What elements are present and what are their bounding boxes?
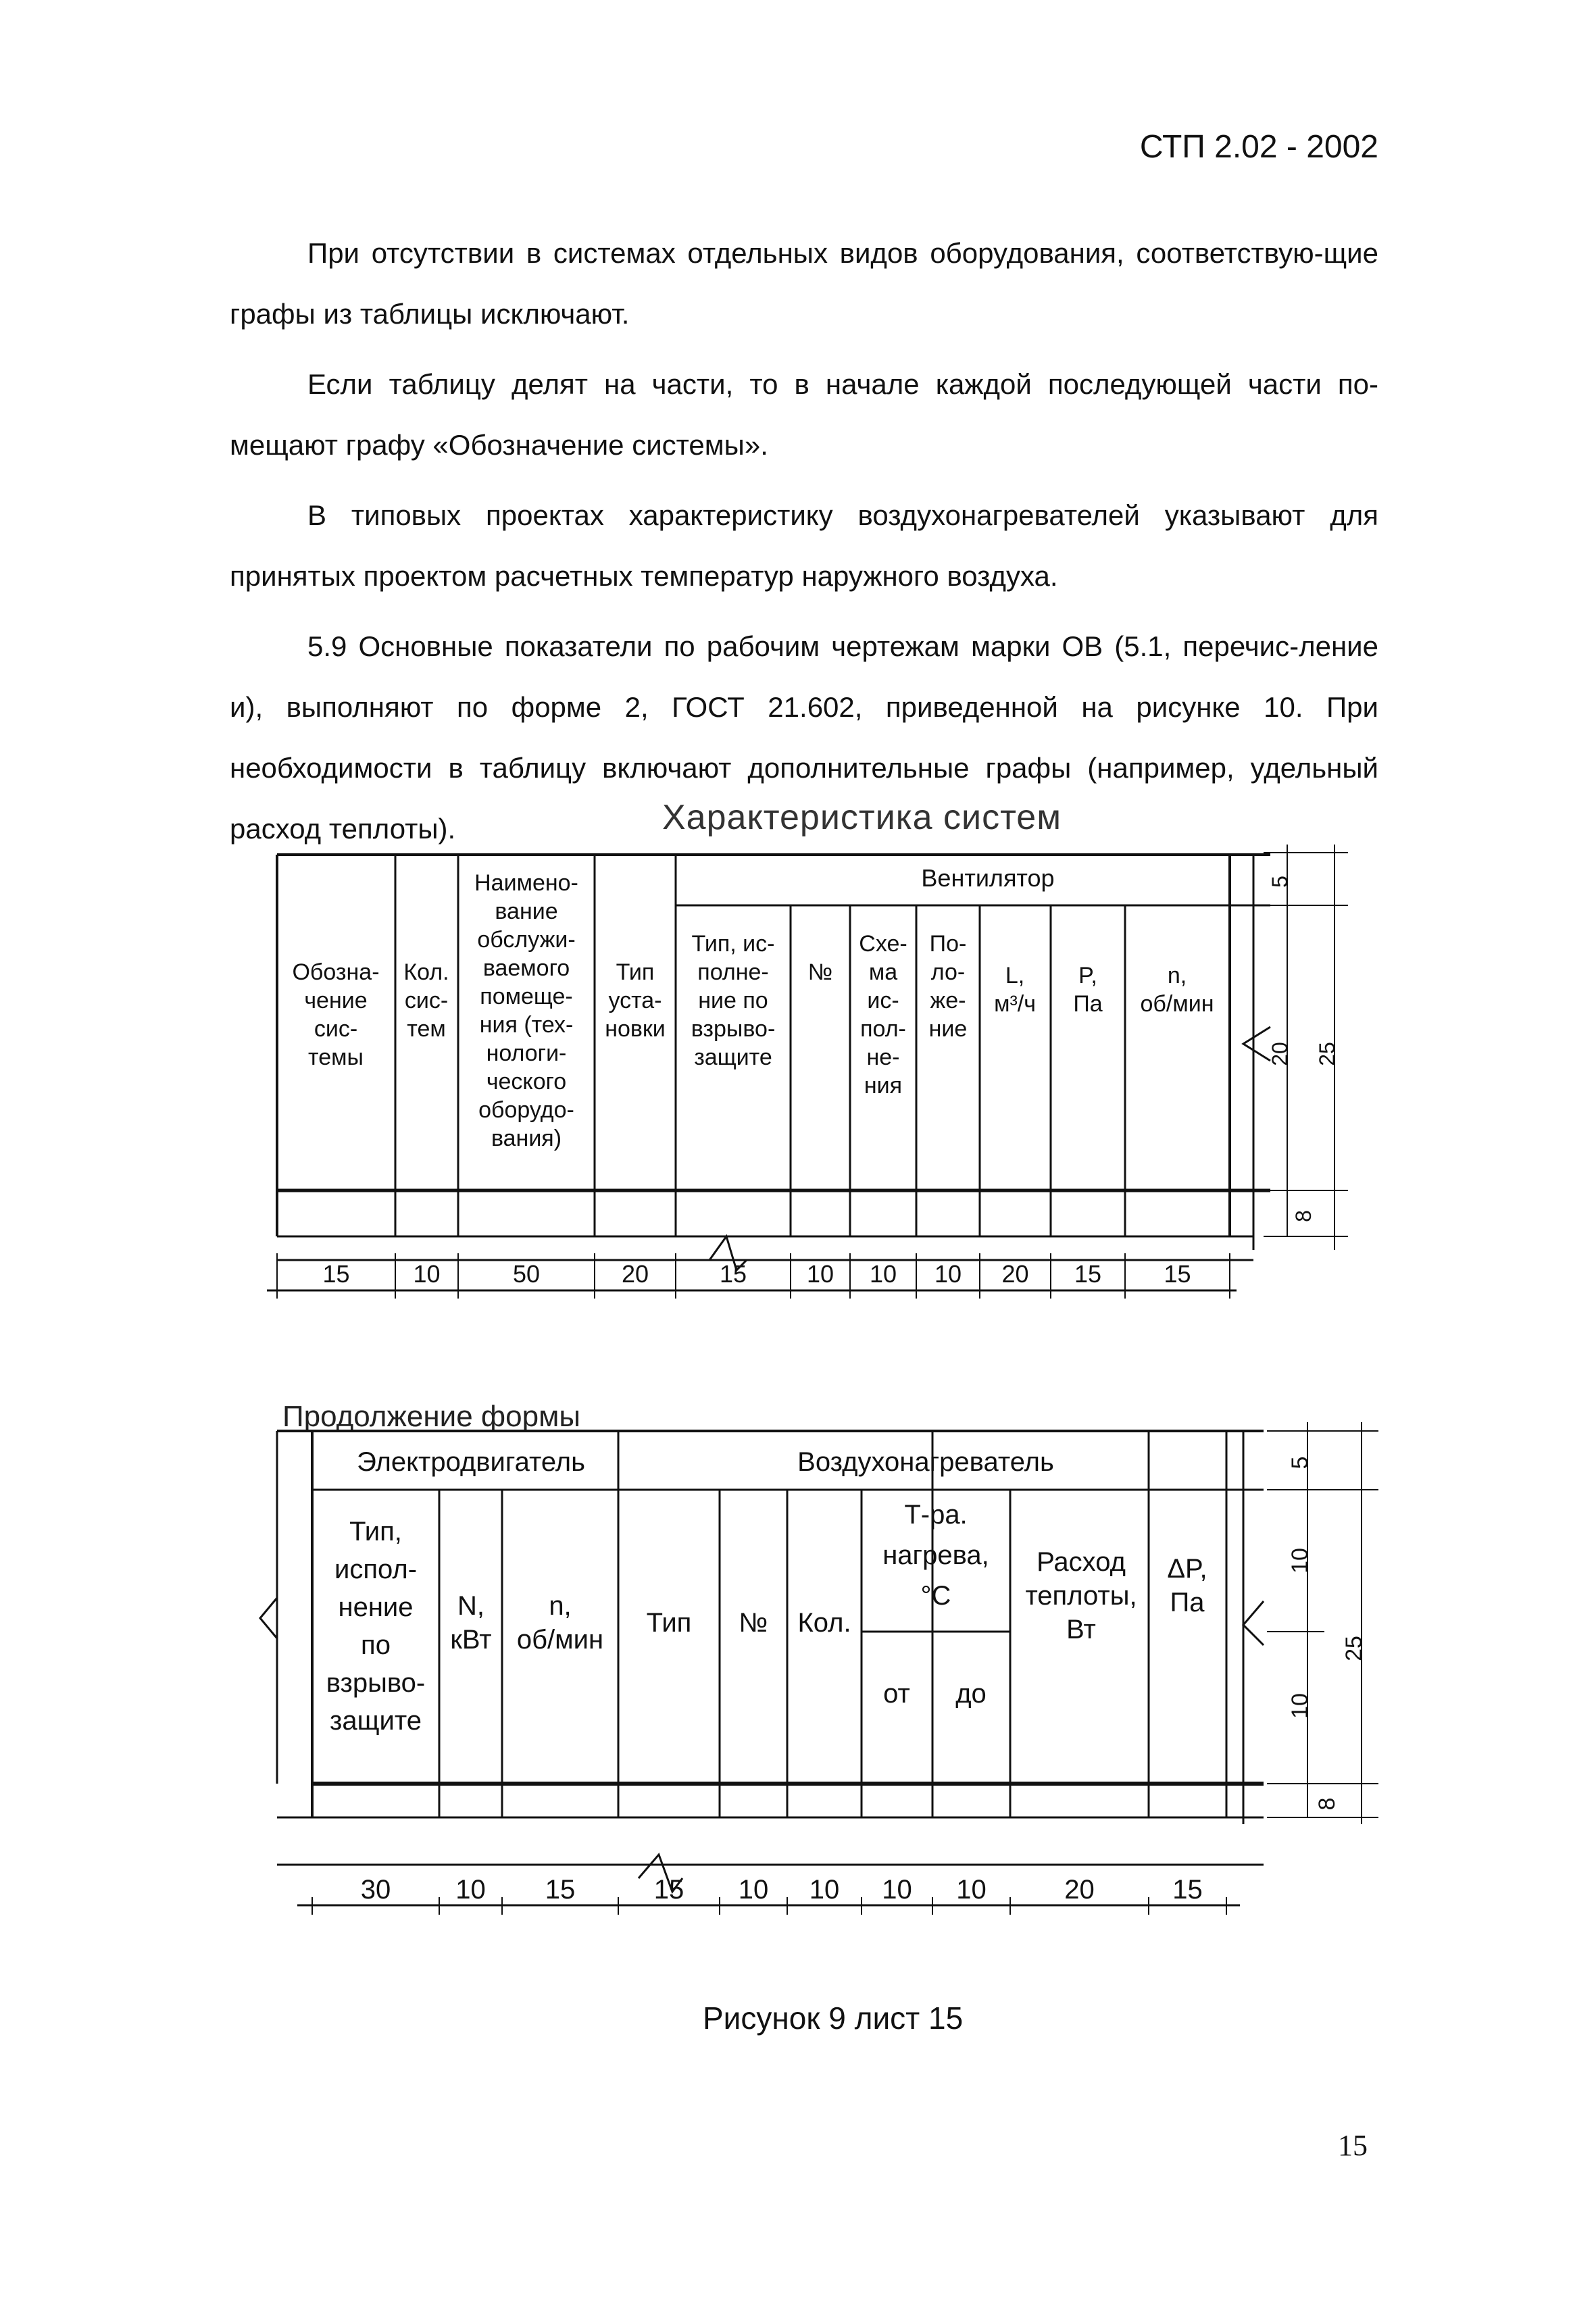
table1-header-L: м³/ч (994, 991, 1036, 1017)
table1-width-label: 15 (1164, 1260, 1191, 1288)
table1-header-count: тем (407, 1016, 446, 1042)
table1-header-fan-type: защите (694, 1045, 772, 1070)
table1-header-scheme: не- (866, 1045, 900, 1070)
paragraph: В типовых проектах характеристику воздухонагревателей указывают для принятых проектом расчетных температур наружного воздуха. (230, 499, 1378, 592)
table1-grid (267, 845, 1348, 1299)
table2-header-motor-type: по (361, 1630, 391, 1660)
table1-header-fan-type: ние по (698, 988, 768, 1013)
table2-header-n: n, (549, 1591, 572, 1621)
table2-width-label: 10 (809, 1875, 840, 1905)
table2-dim-a: 10 (1287, 1548, 1313, 1574)
table2-header-temp: °С (920, 1581, 951, 1611)
table2-header-no: № (739, 1608, 768, 1638)
table2-dim-total: 25 (1341, 1636, 1367, 1661)
table2-width-label: 15 (545, 1875, 576, 1905)
page-number: 15 (1338, 2129, 1368, 2162)
table2-header-heat: Расход (1037, 1547, 1126, 1577)
table2-width-label: 10 (882, 1875, 912, 1905)
table2-header-count: Кол. (797, 1608, 851, 1638)
table1-width-label: 20 (621, 1260, 649, 1288)
table2-header-from: от (883, 1679, 910, 1709)
table1-header-name: ваемого (482, 955, 570, 981)
table2-header-N: N, (457, 1591, 484, 1621)
table2-width-label: 10 (455, 1875, 486, 1905)
table1-header-name: вания) (491, 1126, 562, 1151)
table1-header-n: n, (1167, 963, 1187, 988)
table2-header-dp: Па (1170, 1588, 1205, 1617)
table1-header-fan-type: взрыво- (691, 1016, 776, 1042)
table1-width-label: 10 (413, 1260, 441, 1288)
table1-title: Характеристика систем (662, 798, 1062, 837)
table2-dim-row: 8 (1314, 1797, 1340, 1811)
table1-header-position: ние (928, 1016, 968, 1042)
table2-width-label: 30 (360, 1875, 391, 1905)
table2-header-to: до (955, 1679, 987, 1709)
table2-header-N: кВт (450, 1625, 492, 1655)
table1-width-label: 15 (719, 1260, 747, 1288)
table2-header-heat: Вт (1066, 1615, 1096, 1644)
table2-header-temp: нагрева, (882, 1540, 989, 1570)
table2-width-label: 15 (653, 1875, 684, 1905)
table1-header-type: уста- (608, 988, 662, 1013)
table2-header-motor-type: Тип, (349, 1517, 402, 1546)
table1-dim-total: 25 (1315, 1042, 1339, 1066)
paragraph: 5.9 Основные показатели по рабочим чертежам марки ОВ (5.1, перечис-ление и), выполняют по форме 2, ГОСТ 21.602, приведенной на рисунке 10. При необходимости в таблицу включают дополнительные графы (например, удельный расход теплоты). (230, 630, 1378, 845)
table1-header-position: ло- (930, 959, 966, 985)
table2-header-motor-type: взрыво- (326, 1668, 426, 1698)
figure-caption: Рисунок 9 лист 15 (703, 2001, 964, 2036)
table1-width-label: 50 (512, 1260, 541, 1288)
table2-dim-b: 10 (1287, 1693, 1313, 1719)
table1-header-name: Наимено- (474, 870, 578, 896)
table1-header-name: оборудо- (478, 1097, 574, 1123)
table1-header-scheme: Схе- (859, 931, 907, 957)
table2-header-n: об/мин (516, 1625, 604, 1655)
table1-header-scheme: ния (864, 1073, 903, 1099)
table1-header-type: новки (605, 1016, 666, 1042)
table2-title: Продолжение формы (282, 1400, 580, 1433)
table1-header-designation: Обозна- (292, 959, 380, 985)
table1-header-P: P, (1078, 963, 1097, 988)
paragraph: При отсутствии в системах отдельных видов оборудования, соответствую-щие графы из таблицы исключают. (230, 237, 1378, 330)
table2-width-label: 15 (1172, 1875, 1203, 1905)
table2-header-type: Тип (646, 1608, 692, 1638)
table1-header-position: же- (930, 988, 966, 1013)
table1-side-break (1243, 1027, 1270, 1061)
table2-grid (260, 1422, 1378, 1915)
table2-group-heater: Воздухонагреватель (797, 1447, 1054, 1477)
table2-header-temp: Т-ра. (904, 1500, 968, 1530)
table2-header-motor-type: испол- (334, 1555, 418, 1584)
table1-group-fan: Вентилятор (921, 864, 1055, 892)
table2-header-heat: теплоты, (1025, 1581, 1137, 1611)
table1-header-fan-type: полне- (697, 959, 769, 985)
table2-dim-top: 5 (1287, 1456, 1313, 1469)
table1-header-count: сис- (404, 988, 449, 1013)
table2-side-break (1243, 1601, 1264, 1645)
table1-header-fan-no: № (807, 959, 833, 985)
table1-header-name: обслужи- (477, 927, 576, 953)
table1-header-L: L, (1005, 963, 1025, 988)
table1-header-name: нологи- (486, 1040, 567, 1066)
table1-header-type: Тип (616, 959, 655, 985)
table1-header-scheme: пол- (860, 1016, 906, 1042)
table2-group-motor: Электродвигатель (357, 1447, 585, 1477)
table1-dim-top: 5 (1268, 876, 1292, 888)
table1-width-label: 10 (869, 1260, 897, 1288)
table1-header-P: Па (1073, 991, 1103, 1017)
table2-width-label: 10 (956, 1875, 987, 1905)
table2-width-label: 10 (738, 1875, 769, 1905)
table1-width-label: 20 (1001, 1260, 1029, 1288)
table1-width-label: 15 (1074, 1260, 1102, 1288)
table1-header-scheme: ис- (867, 988, 899, 1013)
table1-header-name: вание (495, 899, 558, 924)
table1-header-scheme: ма (868, 959, 898, 985)
table1-header-name: помеще- (480, 984, 573, 1009)
document-code: СТП 2.02 - 2002 (1139, 129, 1378, 165)
table1-header-n: об/мин (1140, 991, 1214, 1017)
table1-header-name: ния (тех- (479, 1012, 574, 1038)
table1-header-position: По- (929, 931, 967, 957)
table1-width-label: 15 (322, 1260, 350, 1288)
table2-header-dp: ΔP, (1167, 1554, 1207, 1584)
paragraph: Если таблицу делят на части, то в начале каждой последующей части по-мещают графу «Обозначение системы». (230, 368, 1378, 461)
table1-header-designation: темы (308, 1045, 364, 1070)
table1-header-designation: сис- (314, 1016, 358, 1042)
table1-header-count: Кол. (403, 959, 449, 985)
table1-width-label: 10 (806, 1260, 834, 1288)
table1-header-fan-type: Тип, ис- (691, 931, 775, 957)
table1-width-label: 10 (934, 1260, 962, 1288)
table1-dim-row: 8 (1291, 1210, 1316, 1222)
table1-dim-header: 20 (1268, 1042, 1292, 1066)
table1-header-name: ческого (486, 1069, 567, 1095)
table1-header-designation: чение (304, 988, 368, 1013)
table2-width-label: 20 (1064, 1875, 1095, 1905)
table2-header-motor-type: защите (330, 1706, 422, 1736)
table2-header-motor-type: нение (338, 1592, 414, 1622)
table2-left-break (260, 1598, 277, 1638)
